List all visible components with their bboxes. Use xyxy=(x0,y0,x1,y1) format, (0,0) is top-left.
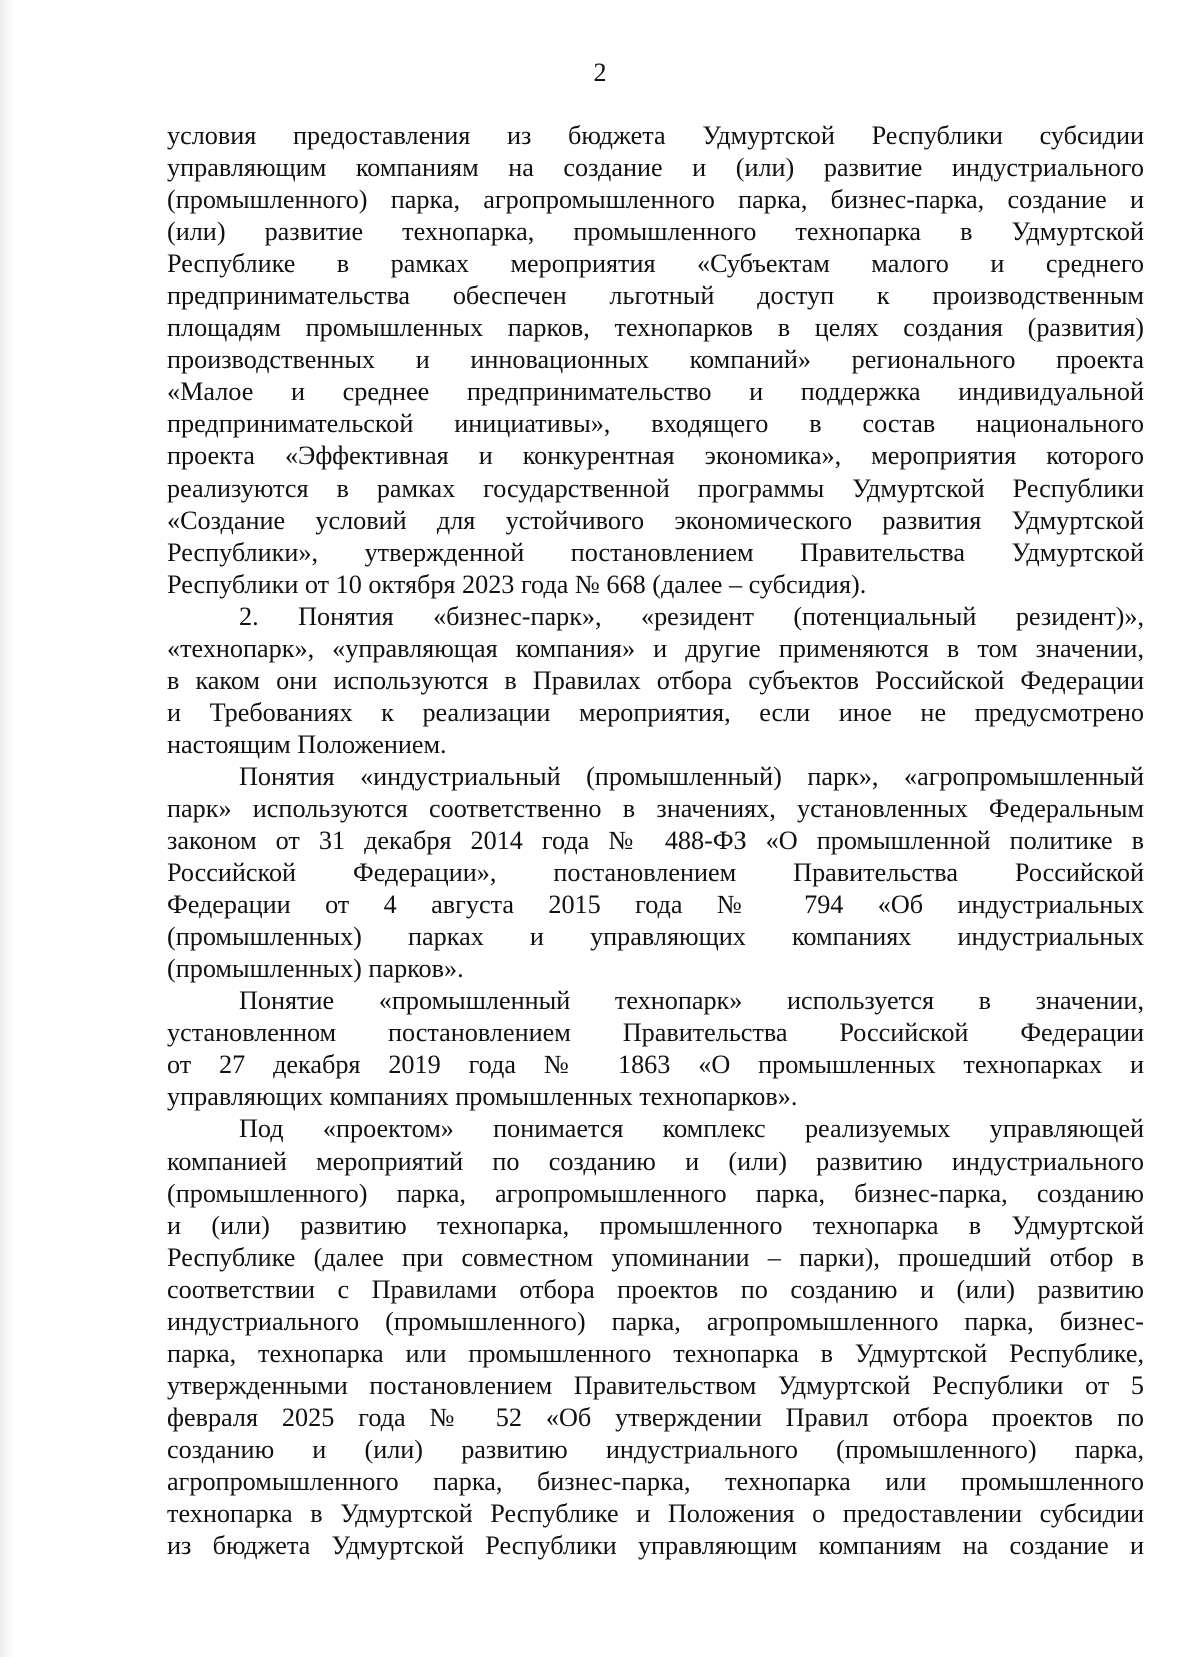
text-line: условия предоставления из бюджета Удмуртской Республики субсидии xyxy=(167,121,1144,150)
text-line: «Малое и среднее предпринимательство и поддержка индивидуальной xyxy=(167,377,1144,407)
page-number: 2 xyxy=(593,58,607,87)
text-line: Республике в рамках мероприятия «Субъектам малого и среднего xyxy=(167,249,1144,279)
text-line: законом от 31 декабря 2014 года № 488-ФЗ «О промышленной политике в xyxy=(167,826,1144,856)
text-line: индустриального (промышленного) парка, агропромышленного парка, бизнес- xyxy=(167,1306,1144,1336)
text-line: Республики от 10 октября 2023 года № 668 (далее – субсидия). xyxy=(167,569,867,599)
text-line: созданию и (или) развитию индустриального (промышленного) парка, xyxy=(167,1434,1144,1464)
text-line: Понятия «индустриальный (промышленный) парк», «агропромышленный xyxy=(239,761,1144,791)
text-line: управляющих компаниях промышленных технопарков». xyxy=(167,1082,798,1112)
text-line: (промышленных) парках и управляющих компаниях индустриальных xyxy=(167,922,1144,952)
text-line: (или) развитие технопарка, промышленного технопарка в Удмуртской xyxy=(167,217,1144,247)
text-line: (промышленного) парка, агропромышленного парка, бизнес-парка, созданию xyxy=(167,1178,1144,1208)
paragraph xyxy=(167,601,1144,761)
text-line: Российской Федерации», постановлением Правительства Российской xyxy=(167,858,1144,888)
text-line: от 27 декабря 2019 года № 1863 «О промышленных технопарках и xyxy=(167,1050,1144,1080)
text-line: установленном постановлением Правительства Российской Федерации xyxy=(167,1018,1144,1048)
paragraph xyxy=(167,985,1144,1113)
text-line: технопарка в Удмуртской Республике и Положения о предоставлении субсидии xyxy=(167,1499,1144,1529)
paragraph xyxy=(167,120,1144,601)
text-line: настоящим Положением. xyxy=(167,729,447,759)
text-line: предпринимательской инициативы», входящего в состав национального xyxy=(167,409,1144,439)
paragraph xyxy=(167,761,1144,985)
text-line: агропромышленного парка, бизнес-парка, технопарка или промышленного xyxy=(167,1466,1144,1496)
text-line: Республике (далее при совместном упоминании – парки), прошедший отбор в xyxy=(167,1242,1144,1272)
text-line: в каком они используются в Правилах отбора субъектов Российской Федерации xyxy=(167,665,1144,695)
text-line: Республики», утвержденной постановлением Правительства Удмуртской xyxy=(167,537,1144,567)
text-line: парк» используются соответственно в значениях, установленных Федеральным xyxy=(167,793,1144,823)
text-line: парка, технопарка или промышленного технопарка в Удмуртской Республике, xyxy=(167,1338,1144,1368)
text-line: (промышленных) парков». xyxy=(167,954,464,984)
text-line: «технопарк», «управляющая компания» и другие применяются в том значении, xyxy=(167,633,1144,663)
text-line: площадям промышленных парков, технопарков в целях создания (развития) xyxy=(167,313,1144,343)
text-line: реализуются в рамках государственной программы Удмуртской Республики xyxy=(167,473,1144,503)
text-line: (промышленного) парка, агропромышленного парка, бизнес-парка, создание и xyxy=(167,185,1144,215)
text-line: из бюджета Удмуртской Республики управляющим компаниям на создание и xyxy=(167,1531,1144,1561)
text-line: Понятие «промышленный технопарк» используется в значении, xyxy=(239,986,1144,1016)
text-line: и (или) развитию технопарка, промышленного технопарка в Удмуртской xyxy=(167,1210,1144,1240)
text-line: «Создание условий для устойчивого экономического развития Удмуртской xyxy=(167,505,1144,535)
text-line: Федерации от 4 августа 2015 года № 794 «Об индустриальных xyxy=(167,890,1144,920)
text-line: проекта «Эффективная и конкурентная экономика», мероприятия которого xyxy=(167,441,1144,471)
text-line: утвержденными постановлением Правительством Удмуртской Республики от 5 xyxy=(167,1370,1144,1400)
text-line: 2. Понятия «бизнес-парк», «резидент (потенциальный резидент)», xyxy=(239,601,1144,631)
document-body xyxy=(167,120,1144,1562)
paragraph xyxy=(167,1113,1144,1562)
text-line: управляющим компаниям на создание и (или) развитие индустриального xyxy=(167,153,1144,183)
text-line: февраля 2025 года № 52 «Об утверждении Правил отбора проектов по xyxy=(167,1402,1144,1432)
text-line: соответствии с Правилами отбора проектов по созданию и (или) развитию xyxy=(167,1274,1144,1304)
text-line: компанией мероприятий по созданию и (или) развитию индустриального xyxy=(167,1146,1144,1176)
text-line: предпринимательства обеспечен льготный доступ к производственным xyxy=(167,281,1144,311)
scan-edge-shadow xyxy=(0,0,14,1657)
text-line: Под «проектом» понимается комплекс реализуемых управляющей xyxy=(239,1114,1144,1144)
text-line: и Требованиях к реализации мероприятия, если иное не предусмотрено xyxy=(167,697,1144,727)
text-line: производственных и инновационных компаний» регионального проекта xyxy=(167,345,1144,375)
